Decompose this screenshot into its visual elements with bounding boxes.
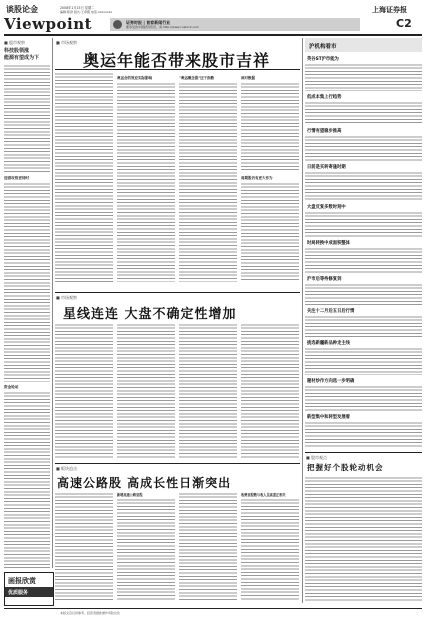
main-subhead-3: 面对数据 [241, 76, 255, 80]
sidebar-body-2 [305, 135, 422, 161]
main-subhead-1: 奥运会的效应实际影响 [117, 76, 152, 80]
main-body-col2 [117, 82, 175, 282]
sidebar-item-3: 日前是买转寄逢时期 [307, 165, 346, 170]
footer-ad-title: 画报欣赏 [8, 576, 36, 585]
left-headline-1: 科技股领涨 [4, 48, 30, 54]
main-body-col1 [55, 72, 113, 282]
third-article-tag: ■ 板块追击 [56, 466, 78, 471]
third-body-col1 [55, 492, 113, 600]
third-article [55, 466, 300, 601]
masthead-ad-banner [110, 18, 360, 31]
main-subhead-4: 周期股仍有更大作为 [241, 176, 273, 180]
sidebar-item-8: 挑选新疆新品种走主线 [307, 341, 350, 346]
sidebar-body-4 [305, 211, 422, 237]
footer-ad-subtitle: 优质服务 [8, 590, 29, 596]
left-body-2 [4, 182, 50, 382]
footer-ad [4, 572, 54, 606]
ad-subtext: 要享受的中国经济资讯，请 http://www.cnstock.com [126, 25, 200, 29]
sidebar-bottom-tag: ■ 股市观点 [306, 455, 328, 460]
left-column [4, 38, 50, 568]
section-rule-2 [55, 292, 300, 293]
sidebar-title: 沪机构看市 [309, 44, 337, 50]
sidebar-header [305, 38, 422, 52]
column-divider-right [302, 38, 303, 603]
sidebar-item-7: 关注十二月后五日后行情 [307, 309, 355, 314]
masthead-rule [4, 34, 422, 36]
second-body-col1 [55, 323, 113, 458]
sidebar-body-7 [305, 315, 422, 337]
sidebar-body-0 [305, 63, 422, 91]
sidebar-body-5 [305, 247, 422, 273]
main-subhead-2: "奥运概念股"还于指数 [179, 76, 215, 80]
section-name: 谈股论金 [6, 5, 38, 14]
sidebar-body-9 [305, 385, 422, 411]
right-sidebar [305, 38, 422, 603]
sidebar-body-10 [305, 421, 422, 447]
section-rule-3 [55, 463, 300, 464]
second-article [55, 295, 300, 460]
main-article [55, 38, 300, 288]
masthead [0, 0, 426, 40]
ad-logo-mark [113, 20, 122, 29]
third-subhead-1: 新增高速公路里程 [117, 493, 143, 497]
sidebar-bottom-headline: 把握好个股轮动机会 [307, 463, 384, 472]
ad-text: 证券时报 | 首家新闻行业 [126, 20, 171, 25]
second-body-col3 [179, 323, 237, 458]
sidebar-item-5: 时局转换中成面积整体 [307, 241, 350, 246]
sidebar-body-6 [305, 283, 422, 305]
third-body-col3 [179, 492, 237, 600]
main-headline: 奥运年能否带来股市吉祥 [83, 51, 271, 70]
left-headline-2: 能源有望成为下 [4, 55, 40, 61]
main-body-col3 [179, 82, 237, 282]
sidebar-item-10: 新型集中和转型发展看 [307, 415, 350, 420]
second-headline: 星线连连 大盘不确定性增加 [63, 307, 237, 322]
sidebar-item-9: 题材炒作方向选一步明确 [307, 379, 355, 384]
left-subhead-1: 迎春攻势更待时 [4, 176, 30, 180]
third-body-col4 [241, 498, 299, 600]
footer-rule [4, 608, 422, 609]
second-body-col2 [117, 323, 175, 458]
editor-line: 编辑:陈劲 版式:王翠霞 电话:xxxxxxxx [60, 10, 113, 14]
sidebar-body-3 [305, 171, 422, 201]
sidebar-bottom-body [305, 476, 422, 602]
sidebar-body-1 [305, 101, 422, 125]
sidebar-item-2: 行情有望稳步推高 [307, 129, 342, 134]
third-body-col2 [117, 498, 175, 600]
sidebar-item-1: 低成本集上行趋势 [307, 95, 342, 100]
left-subhead-2: 资金轮动 [4, 385, 19, 389]
newspaper-logo: 上海证券报 [372, 5, 407, 14]
column-divider-left [52, 38, 53, 568]
footer-ad-band [5, 587, 53, 597]
footer-note: 本版文章仅供参考，投资者据此操作风险自负 [60, 611, 121, 615]
sidebar-bottom-rule [305, 452, 422, 453]
sidebar-body-8 [305, 347, 422, 375]
second-body-col4 [241, 323, 299, 458]
main-article-tag: ■ 市场观察 [56, 40, 78, 45]
sidebar-item-6: 沪市后等待修复到 [307, 277, 342, 282]
brand-name: Viewpoint [4, 15, 93, 33]
sidebar-item-0: 英谷ST沪市能为 [307, 57, 339, 62]
left-column-tag: ■ 股市观察 [4, 40, 26, 45]
main-body-col4 [241, 82, 299, 172]
date-line: 2008年1月15日 星期二 [60, 6, 95, 10]
left-body-3 [4, 391, 50, 568]
main-body-col4b [241, 182, 299, 282]
second-article-tag: ■ 市场观察 [56, 295, 78, 300]
left-body-1 [4, 64, 50, 174]
sidebar-item-4: 大盘反复多数时刻中 [307, 205, 346, 210]
third-headline: 高速公路股 高成长性日渐突出 [57, 476, 232, 490]
third-subhead-2: 收费里程数与收入呈高度正相关 [241, 493, 286, 497]
main-headline-rule [55, 69, 300, 70]
page-number: C2 [396, 17, 412, 30]
